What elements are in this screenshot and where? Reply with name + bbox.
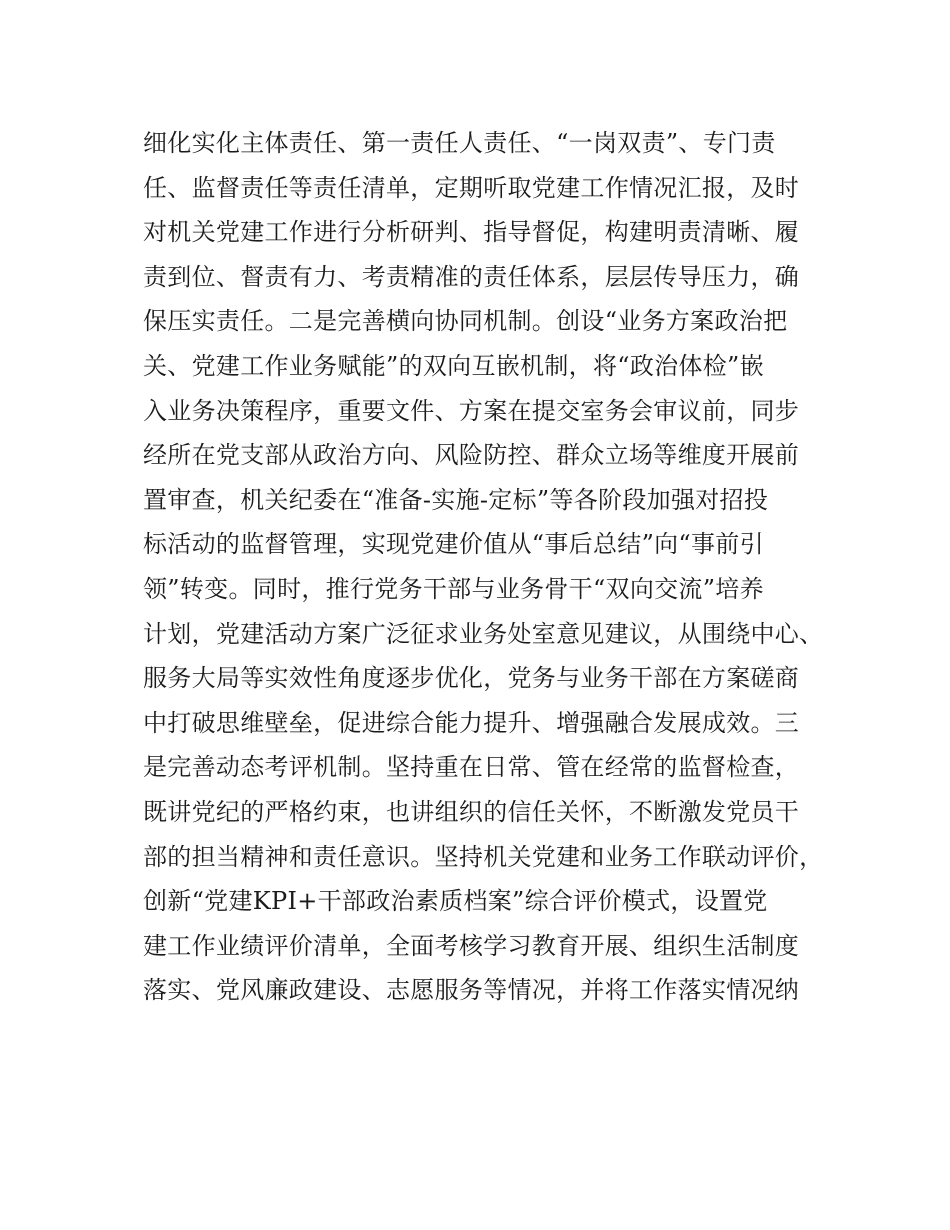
text-line: 服务大局等实效性角度逐步优化，党务与业务干部在方案磋商 [143,664,800,693]
text-line: 任、监督责任等责任清单，定期听取党建工作情况汇报，及时 [143,173,800,202]
text-line: 对机关党建工作进行分析研判、指导督促，构建明责清晰、履 [143,218,800,247]
text-line: 责到位、督责有力、考责精准的责任体系，层层传导压力，确 [143,262,800,291]
text-line: 既讲党纪的严格约束，也讲组织的信任关怀，不断激发党员干 [143,797,800,826]
text-line: 经所在党支部从政治方向、风险防控、群众立场等维度开展前 [143,441,800,470]
text-line: 建工作业绩评价清单，全面考核学习教育开展、组织生活制度 [143,931,800,960]
text-line: 领”转变。同时，推行党务干部与业务骨干“双向交流”培养 [143,574,764,603]
text-line: 置审查，机关纪委在“准备-实施-定标”等各阶段加强对招投 [143,485,769,514]
text-line: 标活动的监督管理，实现党建价值从“事后总结”向“事前引 [143,530,764,559]
body-text [143,121,843,1013]
text-line: 关、党建工作业务赋能”的双向互嵌机制，将“政治体检”嵌 [143,351,764,380]
text-line: 创新“党建KPI+干部政治素质档案”综合评价模式，设置党 [143,887,768,916]
text-line: 保压实责任。二是完善横向协同机制。创设“业务方案政治把 [143,307,788,336]
text-line: 部的担当精神和责任意识。坚持机关党建和业务工作联动评价， [143,842,824,871]
text-line: 细化实化主体责任、第一责任人责任、“一岗双责”、专门责 [143,129,776,157]
text-line: 计划，党建活动方案广泛征求业务处室意见建议，从围绕中心、 [143,619,824,648]
text-line: 落实、党风廉政建设、志愿服务等情况，并将工作落实情况纳 [143,976,800,1005]
text-line: 入业务决策程序，重要文件、方案在提交室务会审议前，同步 [143,396,800,425]
text-line: 中打破思维壁垒，促进综合能力提升、增强融合发展成效。三 [143,708,800,737]
text-line: 是完善动态考评机制。坚持重在日常、管在经常的监督检查， [143,753,800,782]
